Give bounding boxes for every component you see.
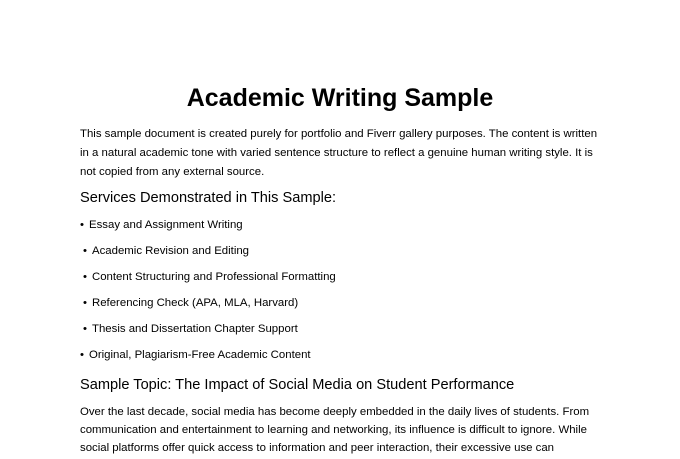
- bullet-icon: •: [80, 219, 84, 231]
- services-list: [80, 217, 600, 373]
- list-item-text: Essay and Assignment Writing: [89, 219, 243, 231]
- list-item: [80, 321, 600, 347]
- topic-paragraph: Over the last decade, social media has become deeply embedded in the daily lives of students. From communication and entertainment to learning and networking, its influence is difficult to ignore. While social platforms offer quick access to information and peer interaction, their excessive use can: [80, 406, 590, 454]
- topic-heading: Sample Topic: The Impact of Social Media on Student Performance: [80, 377, 515, 393]
- services-heading: Services Demonstrated in This Sample:: [80, 190, 337, 206]
- list-item-text: Original, Plagiarism-Free Academic Content: [89, 349, 311, 361]
- list-item: [80, 269, 600, 295]
- intro-paragraph: This sample document is created purely for portfolio and Fiverr gallery purposes. The content is written in a natural academic tone with varied sentence structure to reflect a genuine human writing style. It is not copied from any external source.: [80, 128, 598, 178]
- list-item-text: Content Structuring and Professional Formatting: [92, 271, 336, 283]
- bullet-icon: •: [83, 323, 87, 335]
- bullet-icon: •: [83, 271, 87, 283]
- list-item-text: Referencing Check (APA, MLA, Harvard): [92, 297, 299, 309]
- document-title: Academic Writing Sample: [186, 84, 494, 112]
- list-item: [80, 217, 600, 243]
- list-item-text: Academic Revision and Editing: [92, 245, 250, 257]
- bullet-icon: •: [80, 349, 84, 361]
- list-item: [80, 347, 600, 373]
- bullet-icon: •: [83, 245, 87, 257]
- bullet-icon: •: [83, 297, 87, 309]
- list-item: [80, 243, 600, 269]
- list-item-text: Thesis and Dissertation Chapter Support: [92, 323, 298, 335]
- list-item: [80, 295, 600, 321]
